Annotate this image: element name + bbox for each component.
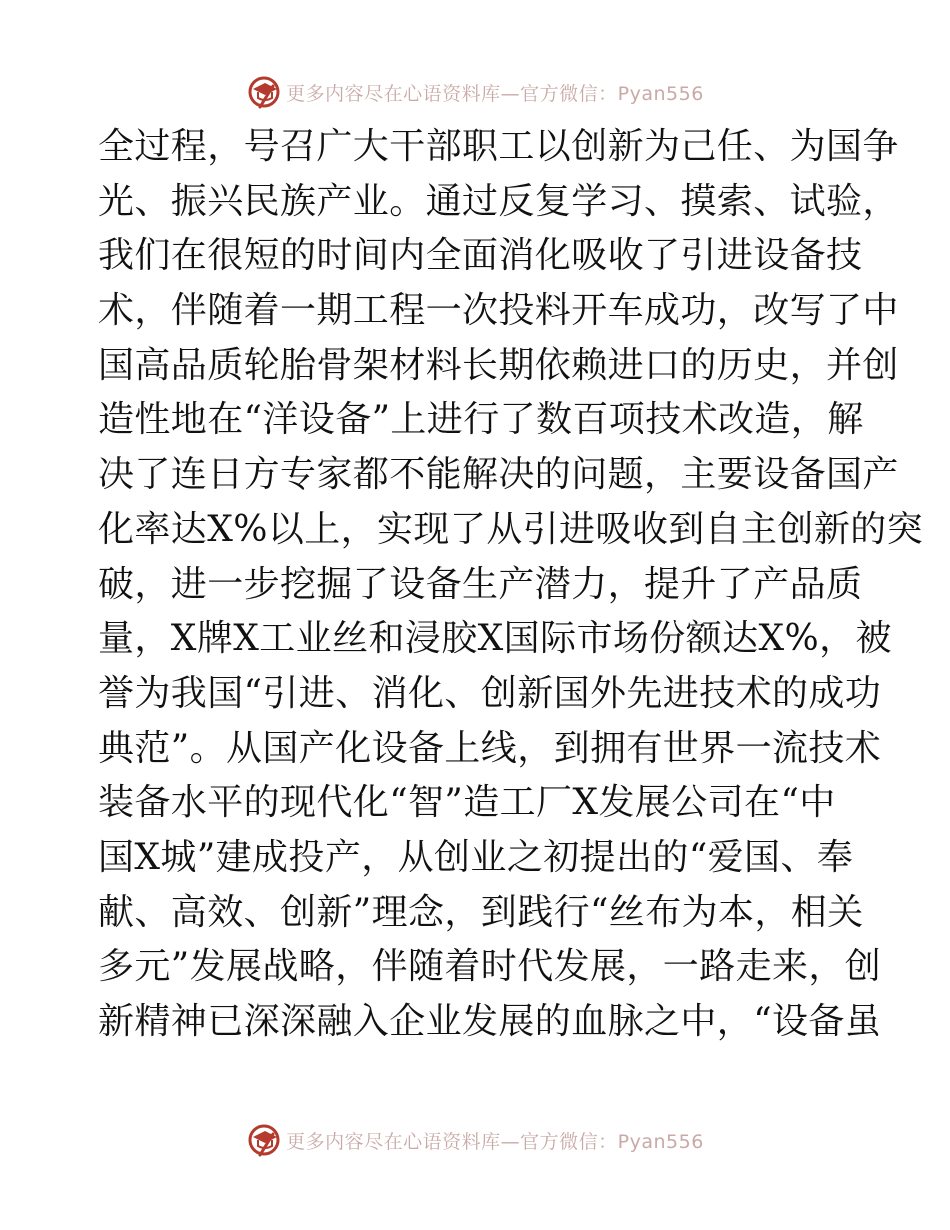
- text-line: 装备水平的现代化“智”造工厂X发展公司在“中: [98, 782, 836, 824]
- watermark-text: 更多内容尽在心语资料库—官方微信：Pyan556: [286, 1130, 704, 1153]
- text-line: 国高品质轮胎骨架材料长期依赖进口的历史，并创: [98, 344, 899, 386]
- document-body: [98, 120, 924, 1050]
- mortarboard-pen-icon: [246, 1122, 282, 1158]
- text-line: 化率达X%以上，实现了从引进吸收到自主创新的突: [98, 508, 924, 550]
- text-line: 量，X牌X工业丝和浸胶X国际市场份额达X%，被: [98, 618, 892, 660]
- text-line: 破，进一步挖掘了设备生产潜力，提升了产品质: [98, 563, 863, 605]
- text-line: 决了连日方专家都不能解决的问题，主要设备国产: [98, 454, 899, 496]
- text-line: 多元”发展战略，伴随着时代发展，一路走来，创: [98, 946, 882, 988]
- text-line: 术，伴随着一期工程一次投料开车成功，改写了中: [98, 290, 899, 332]
- watermark-text: 更多内容尽在心语资料库—官方微信：Pyan556: [286, 82, 704, 105]
- text-line: 典范”。从国产化设备上线，到拥有世界一流技术: [98, 727, 882, 769]
- mortarboard-pen-icon: [246, 74, 282, 110]
- text-line: 新精神已深深融入企业发展的血脉之中，“设备虽: [98, 1001, 882, 1042]
- text-line: 我们在很短的时间内全面消化吸收了引进设备技: [98, 235, 863, 277]
- header-watermark: [0, 72, 950, 112]
- text-line: 誉为我国“引进、消化、创新国外先进技术的成功: [98, 672, 882, 714]
- text-line: 造性地在“洋设备”上进行了数百项技术改造，解: [98, 399, 864, 441]
- footer-watermark: [0, 1120, 950, 1160]
- text-line: 献、高效、创新”理念，到践行“丝布为本，相关: [98, 891, 864, 933]
- text-line: 全过程，号召广大干部职工以创新为己任、为国争: [98, 126, 899, 167]
- text-line: 光、振兴民族产业。通过反复学习、摸索、试验，: [98, 180, 899, 222]
- text-line: 国X城”建成投产，从创业之初提出的“爱国、奉: [98, 836, 854, 878]
